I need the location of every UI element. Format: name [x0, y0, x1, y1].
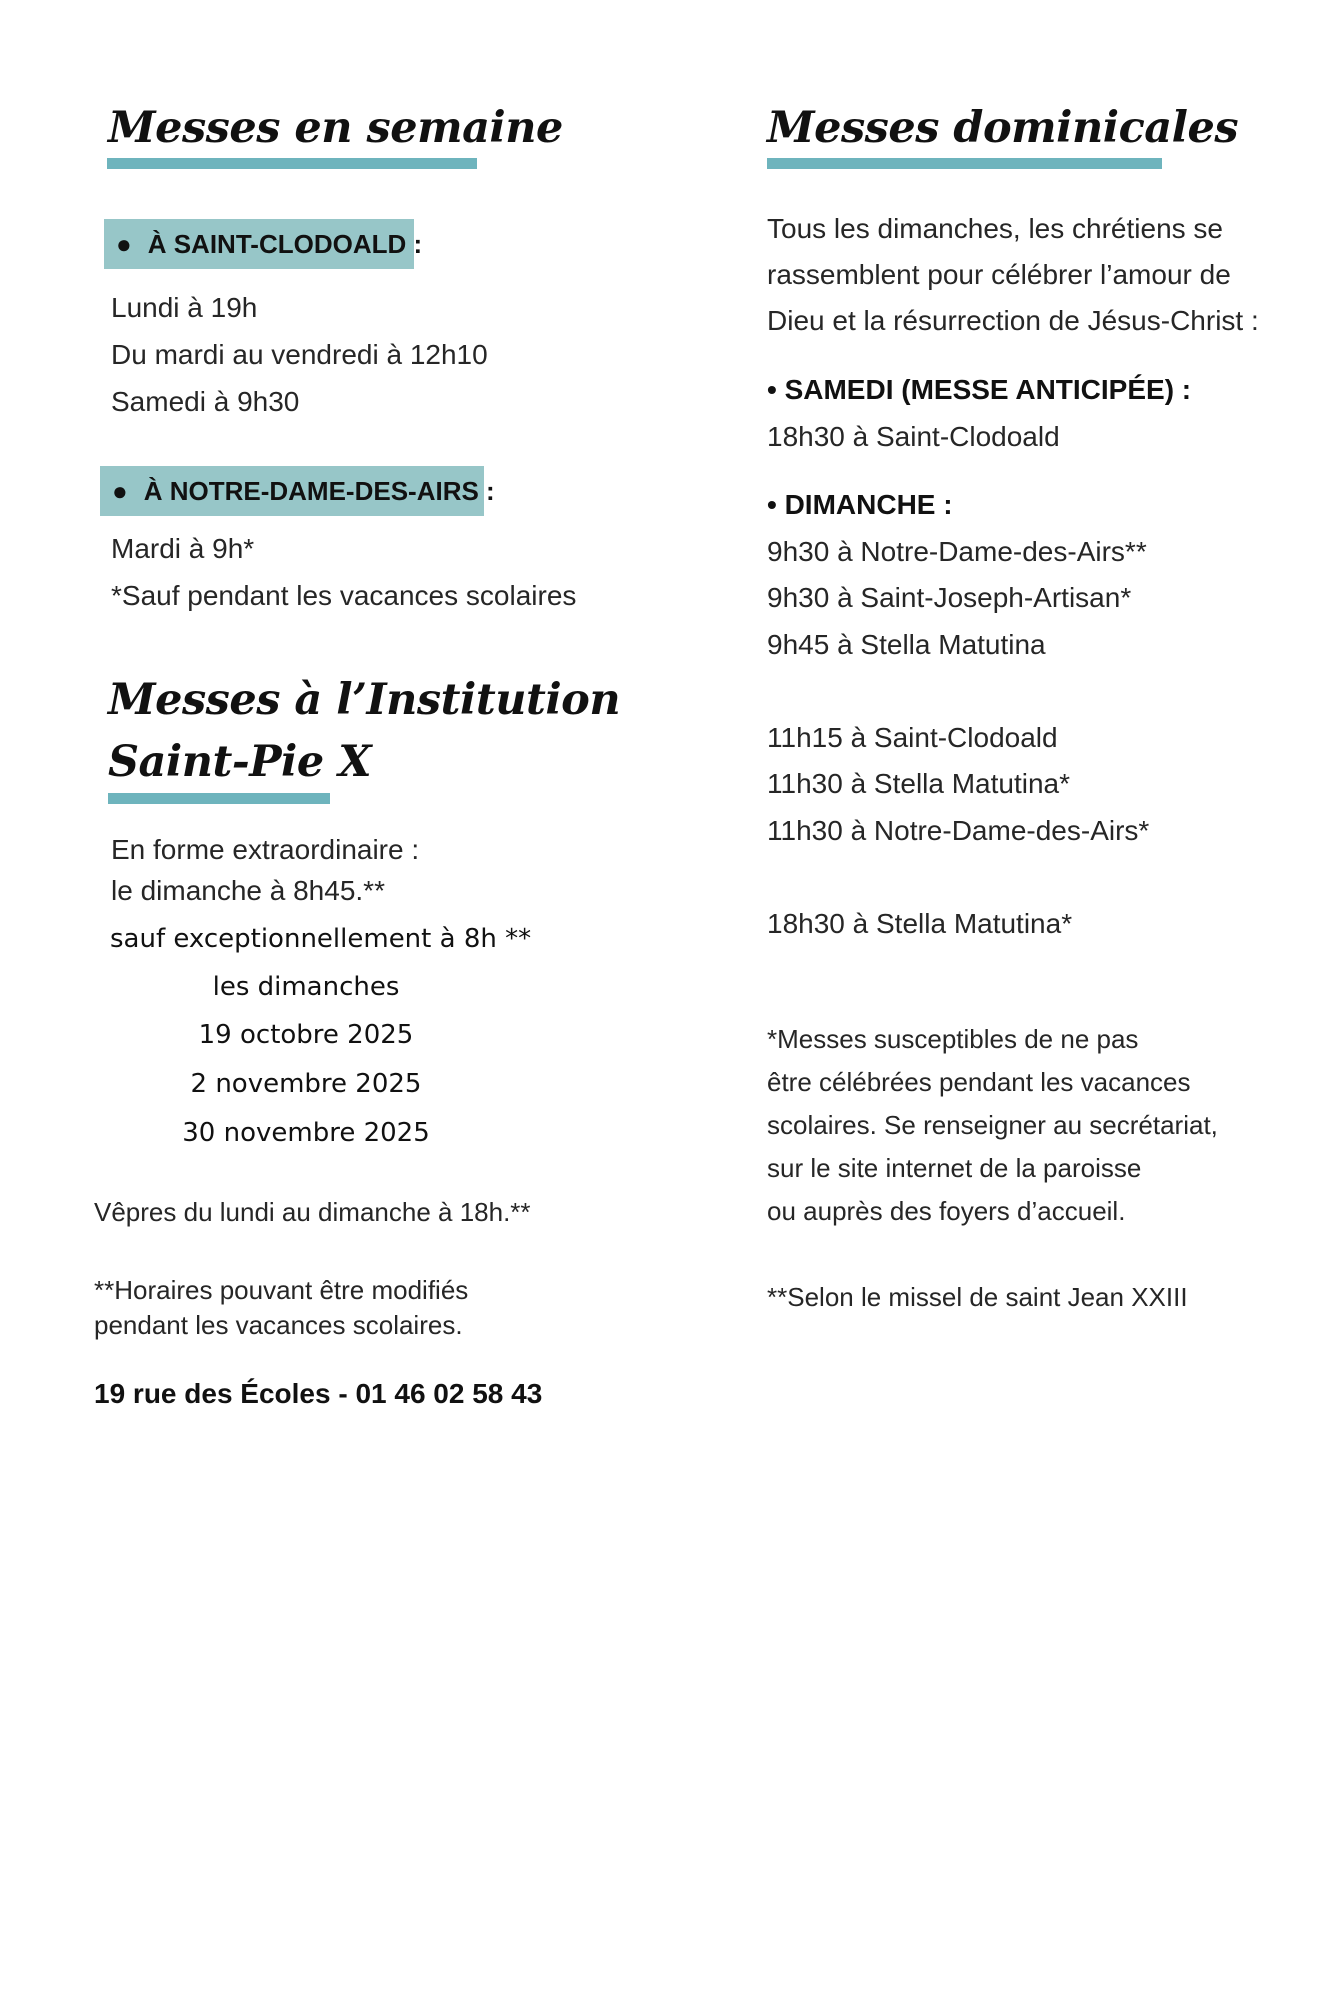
note-line: **Horaires pouvant être modifiés	[94, 1275, 469, 1305]
badge-label: À SAINT-CLODOALD :	[147, 228, 423, 259]
weekday-title-underline	[107, 158, 477, 169]
schedule-line: Samedi à 9h30	[111, 386, 300, 417]
footnote-line: être célébrées pendant les vacances	[767, 1067, 1191, 1097]
schedule-line: Du mardi au vendredi à 12h10	[111, 339, 488, 370]
note-line: pendant les vacances scolaires.	[94, 1310, 463, 1340]
sunday-label: • DIMANCHE :	[767, 489, 953, 520]
date-line: 19 octobre 2025	[198, 1020, 414, 1050]
intro-line: Dieu et la résurrection de Jésus-Christ :	[767, 305, 1259, 336]
bullet-icon: ●	[112, 475, 128, 506]
footnote-line: **Selon le missel de saint Jean XXIII	[767, 1282, 1188, 1312]
saturday-label: • SAMEDI (MESSE ANTICIPÉE) :	[767, 374, 1192, 405]
badge-notre-dame-des-airs	[100, 466, 495, 516]
institution-title-underline	[108, 793, 330, 804]
vespers-line: Vêpres du lundi au dimanche à 18h.**	[94, 1197, 531, 1227]
footnote-line: sur le site internet de la paroisse	[767, 1153, 1142, 1183]
schedule-line: 9h45 à Stella Matutina	[767, 629, 1046, 660]
footnote-line: ou auprès des foyers d’accueil.	[767, 1196, 1126, 1226]
exception-line: sauf exceptionnellement à 8h **	[110, 924, 532, 954]
address-line: 19 rue des Écoles - 01 46 02 58 43	[94, 1378, 543, 1409]
schedule-line: 9h30 à Saint-Joseph-Artisan*	[767, 582, 1132, 613]
schedule-line: 9h30 à Notre-Dame-des-Airs**	[767, 536, 1147, 567]
weekday-title: Messes en semaine	[108, 103, 563, 153]
schedule-note: *Sauf pendant les vacances scolaires	[111, 580, 577, 611]
sunday-title: Messes dominicales	[767, 103, 1239, 153]
schedule-line: 18h30 à Stella Matutina*	[767, 908, 1073, 939]
schedule-line: 11h30 à Stella Matutina*	[767, 768, 1071, 799]
schedule-line: 18h30 à Saint-Clodoald	[767, 421, 1060, 452]
footnote-line: *Messes susceptibles de ne pas	[767, 1024, 1139, 1054]
institution-title-line1: Messes à l’Institution	[108, 675, 621, 725]
schedule-line: Mardi à 9h*	[111, 533, 255, 564]
schedule-line: 11h15 à Saint-Clodoald	[767, 722, 1058, 753]
date-line: 2 novembre 2025	[190, 1069, 422, 1099]
schedule-line: Lundi à 19h	[111, 292, 258, 323]
date-line: 30 novembre 2025	[182, 1118, 430, 1148]
intro-line: rassemblent pour célébrer l’amour de	[767, 259, 1231, 290]
badge-label: À NOTRE-DAME-DES-AIRS :	[143, 475, 495, 506]
form-line: le dimanche à 8h45.**	[111, 875, 385, 906]
footnote-line: scolaires. Se renseigner au secrétariat,	[767, 1110, 1218, 1140]
schedule-line: 11h30 à Notre-Dame-des-Airs*	[767, 815, 1150, 846]
dates-heading: les dimanches	[212, 972, 400, 1002]
badge-saint-clodoald	[104, 219, 423, 269]
intro-line: Tous les dimanches, les chrétiens se	[767, 213, 1223, 244]
form-line: En forme extraordinaire :	[111, 834, 420, 865]
institution-title-line2: Saint-Pie X	[108, 737, 372, 787]
sunday-title-underline	[767, 158, 1162, 169]
bullet-icon: ●	[116, 228, 132, 259]
